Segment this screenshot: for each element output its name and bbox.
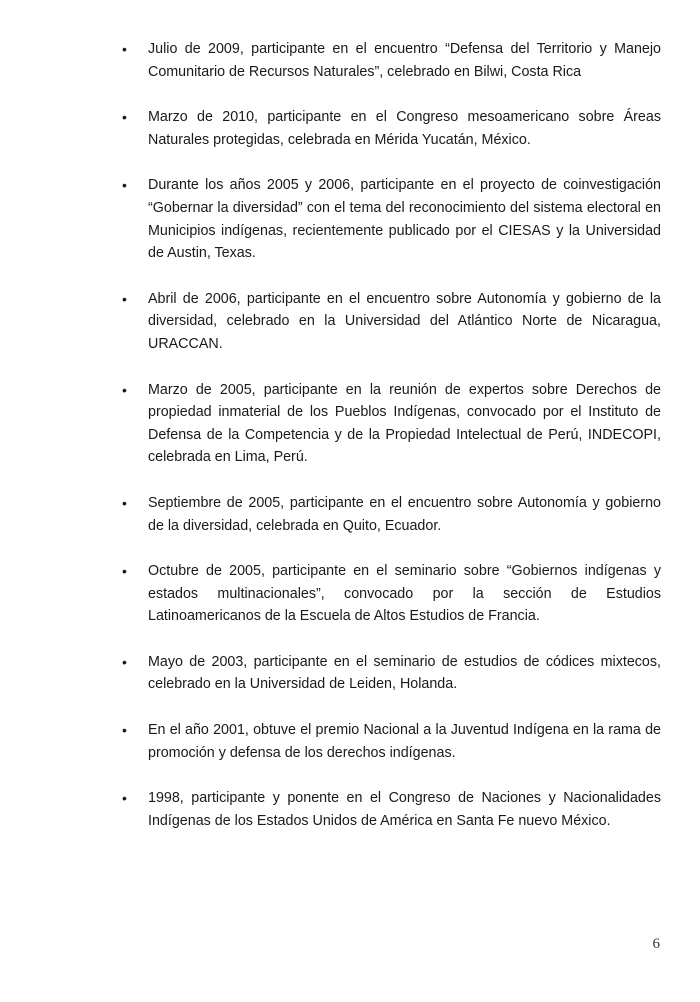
list-item [120,651,661,696]
bullet-icon: • [122,563,127,580]
bullet-icon: • [122,381,127,398]
list-item [120,174,661,264]
page-number: 6 [652,936,660,952]
list-item-text: Septiembre de 2005, participante en el encuentro sobre Autonomía y gobierno de la diversidad, celebrada en Quito, Ecuador. [148,494,661,534]
bullet-icon: • [122,109,127,126]
list-item [120,492,661,537]
bullet-icon: • [122,653,127,670]
list-item [120,719,661,764]
list-item [120,560,661,628]
list-item [120,106,661,151]
list-item-text: Julio de 2009, participante en el encuentro “Defensa del Territorio y Manejo Comunitario de Recursos Naturales”, celebrado en Bilwi, Costa Rica [148,41,661,80]
bullet-list [120,38,661,855]
list-item [120,379,661,469]
list-item [120,288,661,356]
list-item-text: En el año 2001, obtuve el premio Nacional a la Juventud Indígena en la rama de promoción y defensa de los derechos indígenas. [148,722,661,761]
list-item-text: Marzo de 2005, participante en la reunión de expertos sobre Derechos de propiedad inmaterial de los Pueblos Indígenas, convocado por el Instituto de Defensa de la Competencia y de la Propiedad Intelectual de Perú, INDECOPI, celebrada en Lima, Perú. [148,381,661,466]
list-item-text: Octubre de 2005, participante en el seminario sobre “Gobiernos indígenas y estados multinacionales”, convocado por la sección de Estudios Latinoamericanos de la Escuela de Altos Estudios de Francia. [148,563,661,625]
bullet-icon: • [122,790,127,807]
list-item-text: 1998, participante y ponente en el Congreso de Naciones y Nacionalidades Indígenas de los Estados Unidos de América en Santa Fe nuevo México. [148,790,661,829]
bullet-icon: • [122,494,127,511]
list-item-text: Abril de 2006, participante en el encuentro sobre Autonomía y gobierno de la diversidad, celebrado en la Universidad del Atlántico Norte de Nicaragua, URACCAN. [148,290,661,352]
bullet-icon: • [122,41,127,57]
bullet-icon: • [122,177,127,194]
list-item [120,787,661,832]
bullet-icon: • [122,722,127,739]
list-item-text: Durante los años 2005 y 2006, participante en el proyecto de coinvestigación “Gobernar la diversidad” con el tema del reconocimiento del sistema electoral en Municipios indígenas, recientemente publicado por el CIESAS y la Universidad de Austin, Texas. [148,177,661,262]
list-item-text: Marzo de 2010, participante en el Congreso mesoamericano sobre Áreas Naturales protegidas, celebrada en Mérida Yucatán, México. [148,109,661,148]
list-item-text: Mayo de 2003, participante en el seminario de estudios de códices mixtecos, celebrado en la Universidad de Leiden, Holanda. [148,653,661,693]
list-item [120,38,661,83]
bullet-icon: • [122,290,127,307]
